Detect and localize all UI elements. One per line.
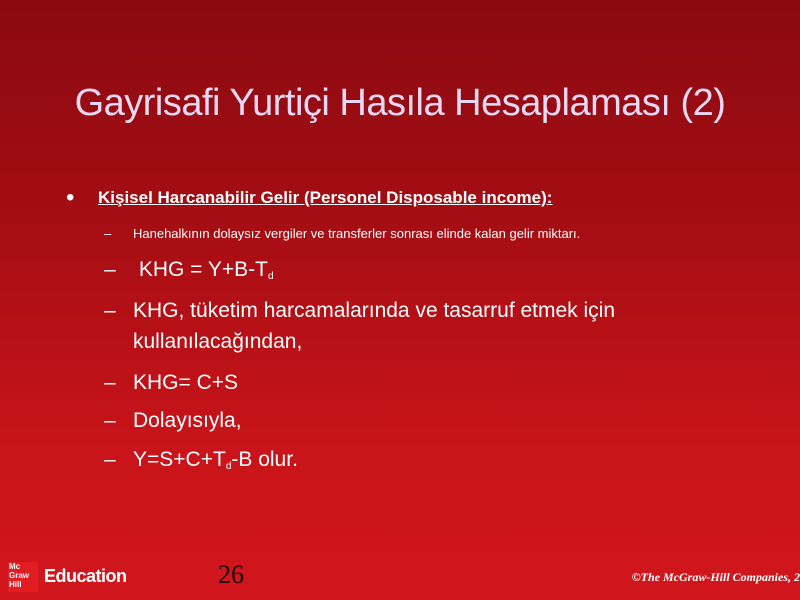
dash-icon: – xyxy=(104,409,116,432)
sub-item-text-line1: KHG, tüketim harcamalarında ve tasarruf etmek için xyxy=(133,299,616,322)
copyright-notice: ©The McGraw-Hill Companies, 2 xyxy=(631,570,800,584)
formula-text: KHG = Y+B-T xyxy=(133,258,268,281)
formula-subscript: d xyxy=(268,271,274,282)
logo-line-1: Mc xyxy=(9,562,21,571)
slide-title: Gayrisafi Yurtiçi Hasıla Hesaplaması (2) xyxy=(74,82,726,124)
dash-icon: – xyxy=(104,258,116,281)
logo-line-2: Graw xyxy=(9,571,30,580)
bullet-dot-icon: • xyxy=(66,184,75,211)
dash-icon: – xyxy=(104,371,116,394)
formula-text: Y=S+C+T xyxy=(133,448,226,471)
logo-line-3: Hill xyxy=(9,580,22,589)
dash-icon: – xyxy=(104,448,116,471)
page-number: 26 xyxy=(218,560,244,589)
dash-icon: – xyxy=(104,226,112,241)
sub-item-formula xyxy=(133,254,274,292)
sub-item-text: Hanehalkının dolaysız vergiler ve transferler sonrası elinde kalan gelir miktarı. xyxy=(133,226,581,241)
sub-item-text: KHG= C+S xyxy=(133,371,239,394)
mcgraw-hill-logo xyxy=(8,562,38,592)
sub-item-formula xyxy=(133,444,298,482)
education-wordmark: Education xyxy=(44,566,127,586)
formula-subscript: d xyxy=(225,461,232,472)
dash-icon: – xyxy=(104,299,116,322)
sub-item-text-line2: kullanılacağından, xyxy=(133,330,303,353)
formula-text-post: -B olur. xyxy=(231,448,298,471)
bullet-heading: Kişisel Harcanabilir Gelir (Personel Disposable income): xyxy=(98,188,553,207)
sub-item-text: Dolayısıyla, xyxy=(133,409,242,432)
